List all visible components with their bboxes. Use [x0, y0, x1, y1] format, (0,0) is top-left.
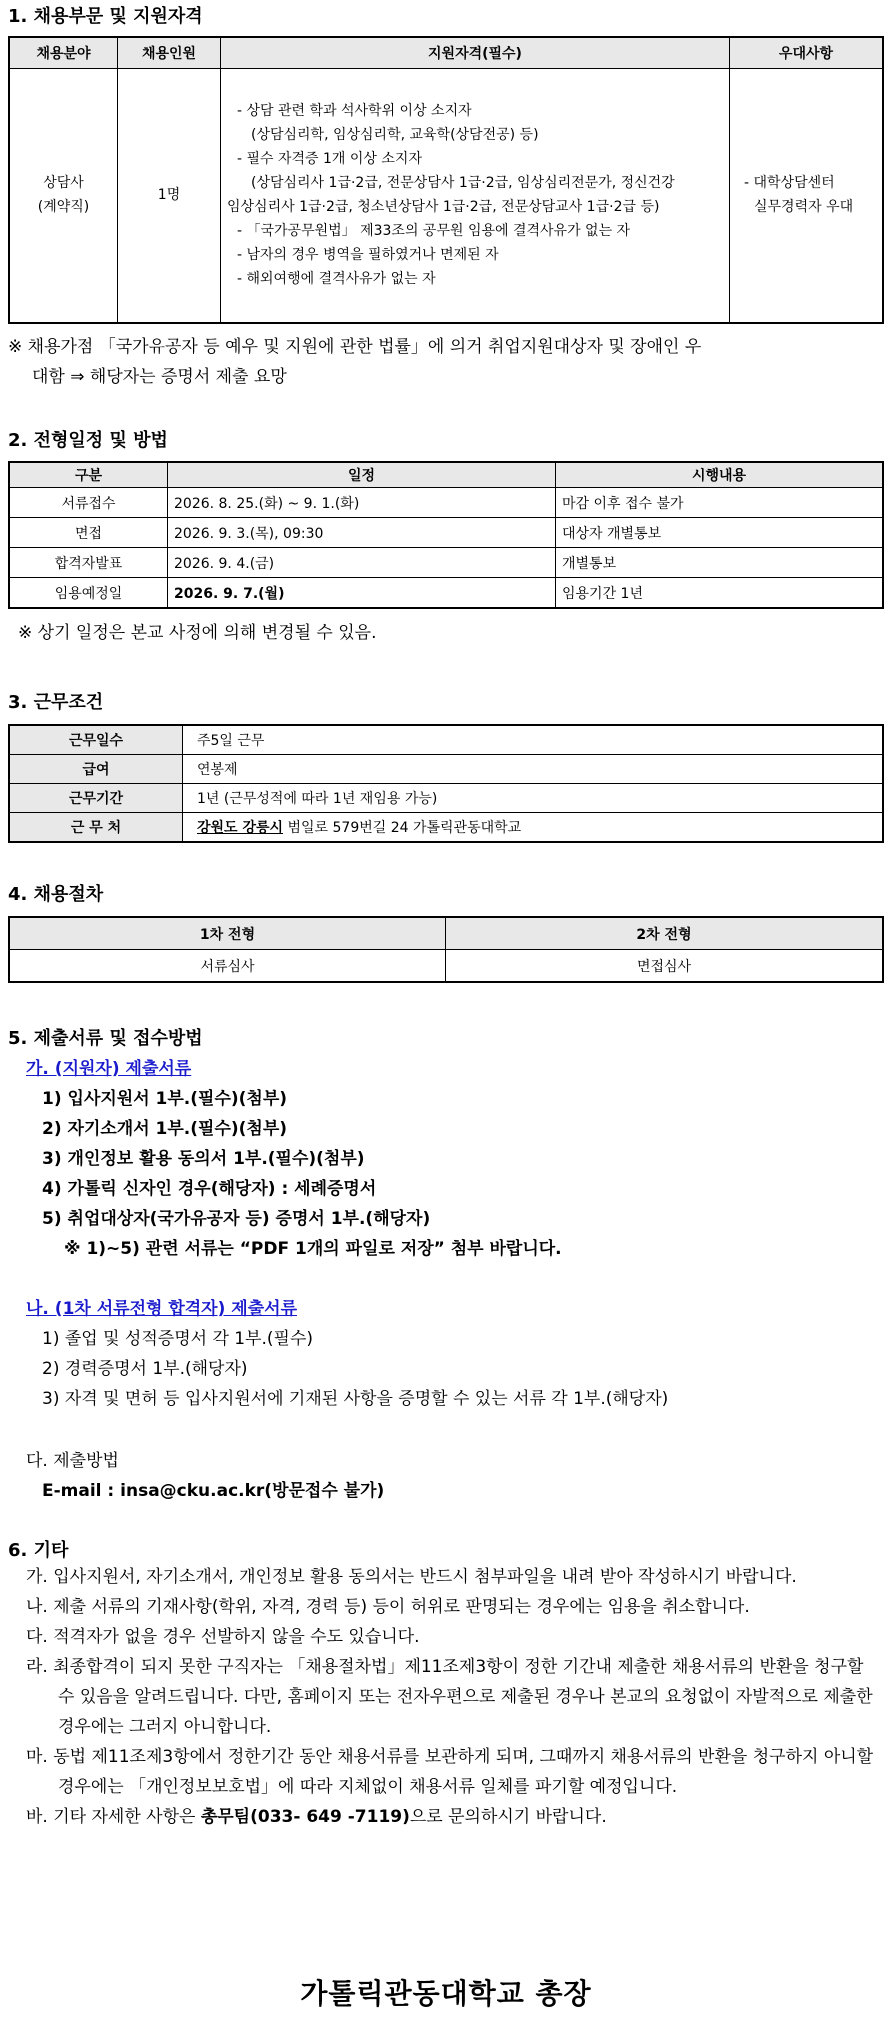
schedule-date: 2026. 9. 7.(월) [168, 578, 556, 609]
col-header-category: 구분 [9, 462, 168, 488]
qual-line: (상담심리사 1급·2급, 전문상담사 1급·2급, 임상심리전문가, 정신건강 [251, 175, 675, 192]
qual-line: - 「국가공무원법」 제33조의 공무원 임용에 결격사유가 없는 자 [237, 223, 631, 240]
list-item: 4) 가톨릭 신자인 경우(해당자) : 세례증명서 [42, 1179, 377, 1199]
condition-label: 근 무 처 [9, 813, 183, 843]
misc-item: 가. 입사지원서, 자기소개서, 개인정보 활용 동의서는 반드시 첨부파일을 내려 받아 작성하시기 바랍니다. [26, 1567, 797, 1587]
schedule-note: ※ 상기 일정은 본교 사정에 의해 변경될 수 있음. [18, 623, 377, 643]
bonus-note-line: 대함 ⇒ 해당자는 증명서 제출 요망 [32, 367, 287, 387]
field-cell [9, 69, 118, 323]
misc-list [26, 1562, 884, 1832]
preference-line: - 대학상담센터 [744, 175, 835, 192]
procedure-table [8, 916, 884, 983]
qualification-table [8, 36, 884, 324]
condition-value: 연봉제 [183, 755, 884, 784]
schedule-detail: 개별통보 [556, 548, 884, 578]
schedule-date: 2026. 9. 4.(금) [168, 548, 556, 578]
contact-post: 으로 문의하시기 바랍니다. [409, 1807, 607, 1827]
col-header-stage-1: 1차 전형 [9, 917, 446, 950]
table-row [9, 548, 883, 578]
list-item: 1) 입사지원서 1부.(필수)(첨부) [42, 1089, 288, 1109]
table-row [9, 725, 883, 755]
condition-value: 주5일 근무 [183, 725, 884, 755]
condition-label: 근무기간 [9, 784, 183, 813]
list-item: 2) 경력증명서 1부.(해당자) [42, 1359, 248, 1379]
table-row [9, 578, 883, 609]
qual-line: 임상심리사 1급·2급, 청소년상담사 1급·2급, 전문상담교사 1급·2급 등) [227, 199, 660, 216]
field-type: (계약직) [37, 199, 90, 216]
list-item: 2) 자기소개서 1부.(필수)(첨부) [42, 1119, 288, 1139]
misc-item: 마. 동법 제11조제3항에서 정한기간 동안 채용서류를 보관하게 되며, 그때까지 채용서류의 반환을 청구하지 아니할 경우에는 「개인정보보호법」에 따라 지체없이 채용서류 일체를 파기할 예정입니다. [26, 1747, 874, 1797]
list-item: 3) 자격 및 면허 등 입사지원서에 기재된 사항을 증명할 수 있는 서류 각 1부.(해당자) [42, 1389, 669, 1409]
table-row [9, 488, 883, 518]
section-3-title: 3. 근무조건 [8, 692, 104, 713]
schedule-detail: 대상자 개별통보 [556, 518, 884, 548]
qual-line: - 상담 관련 학과 석사학위 이상 소지자 [237, 103, 472, 120]
bonus-note-line: ※ 채용가점 「국가유공자 등 예우 및 지원에 관한 법률」에 의거 취업지원대상자 및 장애인 우 [8, 337, 702, 357]
preference-line: 실무경력자 우대 [754, 199, 854, 216]
condition-label: 급여 [9, 755, 183, 784]
da-subtitle: 다. 제출방법 [26, 1451, 119, 1471]
qualifications-cell [221, 69, 730, 323]
contact-phone: 총무팀(033- 649 -7119) [200, 1807, 410, 1827]
ga-subtitle: 가. (지원자) 제출서류 [26, 1059, 192, 1079]
table-row [9, 950, 883, 983]
table-row [9, 784, 883, 813]
schedule-category: 합격자발표 [9, 548, 168, 578]
count-cell: 1명 [118, 69, 221, 323]
schedule-detail: 임용기간 1년 [556, 578, 884, 609]
condition-value [183, 813, 884, 843]
condition-value: 1년 (근무성적에 따라 1년 재임용 가능) [183, 784, 884, 813]
schedule-date: 2026. 8. 25.(화) ~ 9. 1.(화) [168, 488, 556, 518]
condition-label: 근무일수 [9, 725, 183, 755]
list-item: 3) 개인정보 활용 동의서 1부.(필수)(첨부) [42, 1149, 365, 1169]
stage-2-value: 면접심사 [446, 950, 884, 983]
list-item: 5) 취업대상자(국가유공자 등) 증명서 1부.(해당자) [42, 1209, 431, 1229]
schedule-category: 면접 [9, 518, 168, 548]
section-2-title: 2. 전형일정 및 방법 [8, 430, 168, 451]
col-header-stage-2: 2차 전형 [446, 917, 884, 950]
col-header-field: 채용분야 [9, 37, 118, 69]
issuer-signature: 가톨릭관동대학교 총장 [300, 1977, 592, 2010]
na-subtitle: 나. (1차 서류전형 합격자) 제출서류 [26, 1299, 297, 1319]
table-row [9, 518, 883, 548]
table-row [9, 755, 883, 784]
qual-line: (상담심리학, 임상심리학, 교육학(상담전공) 등) [251, 127, 539, 144]
schedule-category: 임용예정일 [9, 578, 168, 609]
stage-1-value: 서류심사 [9, 950, 446, 983]
section-4-title: 4. 채용절차 [8, 884, 104, 905]
col-header-schedule: 일정 [168, 462, 556, 488]
section-5-title: 5. 제출서류 및 접수방법 [8, 1028, 203, 1049]
col-header-preference: 우대사항 [730, 37, 884, 69]
schedule-detail: 마감 이후 접수 불가 [556, 488, 884, 518]
misc-item: 다. 적격자가 없을 경우 선발하지 않을 수도 있습니다. [26, 1627, 420, 1647]
qual-line: - 필수 자격증 1개 이상 소지자 [237, 151, 422, 168]
schedule-category: 서류접수 [9, 488, 168, 518]
workplace-address: 범일로 579번길 24 가톨릭관동대학교 [283, 820, 522, 836]
qual-line: - 남자의 경우 병역을 필하였거나 면제된 자 [237, 247, 499, 264]
field-name: 상담사 [43, 175, 84, 192]
schedule-date: 2026. 9. 3.(목), 09:30 [168, 518, 556, 548]
submission-email: E-mail : insa@cku.ac.kr(방문접수 불가) [42, 1481, 385, 1501]
misc-item-contact [26, 1802, 884, 1832]
col-header-details: 시행내용 [556, 462, 884, 488]
work-conditions-table [8, 724, 884, 843]
bonus-note [8, 332, 888, 392]
list-item: 1) 졸업 및 성적증명서 각 1부.(필수) [42, 1329, 314, 1349]
schedule-table [8, 461, 884, 609]
misc-item: 라. 최종합격이 되지 못한 구직자는 「채용절차법」제11조제3항이 정한 기간내 제출한 채용서류의 반환을 청구할 수 있음을 알려드립니다. 다만, 홈페이지 또는 전자우편으로 제출된 경우나 본교의 요청없이 자발적으로 제출한 경우에는 그러지 아니합니다. [26, 1657, 873, 1737]
table-row [9, 813, 883, 843]
qual-line: - 해외여행에 결격사유가 없는 자 [237, 271, 436, 288]
section-1-title: 1. 채용부문 및 지원자격 [8, 6, 203, 27]
list-note: ※ 1)~5) 관련 서류는 “PDF 1개의 파일로 저장” 첨부 바랍니다. [64, 1239, 562, 1259]
section-6-title: 6. 기타 [8, 1540, 69, 1561]
col-header-qualifications: 지원자격(필수) [221, 37, 730, 69]
contact-pre: 바. 기타 자세한 사항은 [26, 1807, 201, 1827]
misc-item: 나. 제출 서류의 기재사항(학위, 자격, 경력 등) 등이 허위로 판명되는 경우에는 임용을 취소합니다. [26, 1597, 750, 1617]
col-header-count: 채용인원 [118, 37, 221, 69]
workplace-region: 강원도 강릉시 [197, 820, 284, 836]
preference-cell [730, 69, 884, 323]
